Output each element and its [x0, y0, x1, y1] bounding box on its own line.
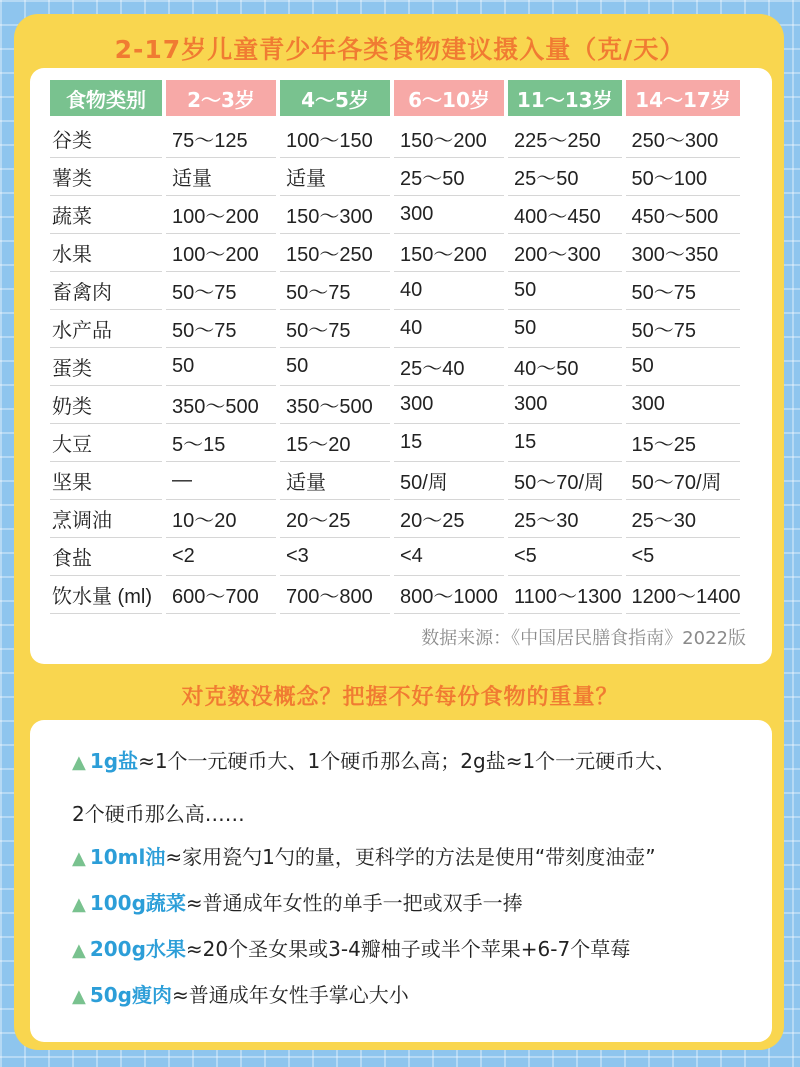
tip-item	[72, 748, 675, 776]
table-cell-value: 400～450	[508, 196, 622, 234]
table-cell-value: 15	[508, 424, 622, 462]
header-age-11-13: 11～13岁	[508, 80, 622, 116]
table-cell-value: 50～75	[166, 310, 276, 348]
table-cell-category: 蛋类	[50, 348, 162, 386]
table-cell-value: 15～25	[626, 424, 741, 462]
table-cell-value: 25～50	[394, 158, 504, 196]
table-cell-value: —	[166, 462, 276, 500]
table-cell-value: 100～200	[166, 234, 276, 272]
table-cell-value: 40	[394, 310, 504, 348]
table-cell-value: 50	[166, 348, 276, 386]
table-cell-value: 适量	[280, 158, 390, 196]
triangle-bullet-icon: ▲	[72, 848, 86, 869]
table-cell-value: 50/周	[394, 462, 504, 500]
intake-table	[46, 80, 744, 614]
tip-text: ≈家用瓷勺1勺的量，更科学的方法是使用“带刻度油壶”	[165, 845, 656, 869]
table-cell-value: 300	[508, 386, 622, 424]
table-cell-value: 150～200	[394, 234, 504, 272]
header-category: 食物类别	[50, 80, 162, 116]
tip-highlight: 200g水果	[89, 937, 186, 961]
table-cell-value: 50～75	[280, 310, 390, 348]
table-cell-value: 50～75	[626, 272, 741, 310]
tips-panel	[30, 720, 772, 1042]
tip-text: ≈20个圣女果或3-4瓣柚子或半个苹果+6-7个草莓	[185, 937, 631, 961]
table-cell-value: 50～100	[626, 158, 741, 196]
table-cell-value: 150～200	[394, 116, 504, 158]
table-row	[50, 116, 740, 158]
table-cell-value: 225～250	[508, 116, 622, 158]
tip-item	[72, 982, 409, 1010]
table-cell-value: 50	[280, 348, 390, 386]
table-row	[50, 348, 740, 386]
tip-text: ≈普通成年女性的单手一把或双手一捧	[185, 891, 523, 915]
tip-highlight: 100g蔬菜	[89, 891, 186, 915]
table-cell-category: 谷类	[50, 116, 162, 158]
table-row	[50, 386, 740, 424]
tip-continuation: 2个硬币那么高……	[72, 802, 245, 826]
table-cell-value: 300～350	[626, 234, 741, 272]
table-row	[50, 196, 740, 234]
table-panel	[30, 68, 772, 664]
table-cell-value: 300	[626, 386, 741, 424]
table-row	[50, 576, 740, 614]
tip-text: ≈1个一元硬币大、1个硬币那么高；2g盐≈1个一元硬币大、	[138, 749, 676, 773]
table-cell-value: <5	[508, 538, 622, 576]
table-cell-value: 20～25	[394, 500, 504, 538]
table-cell-value: 100～150	[280, 116, 390, 158]
table-cell-value: 25～30	[508, 500, 622, 538]
table-cell-value: 50	[508, 310, 622, 348]
table-cell-value: 50～75	[280, 272, 390, 310]
table-cell-value: 25～40	[394, 348, 504, 386]
table-cell-value: 100～200	[166, 196, 276, 234]
tip-item	[72, 936, 630, 964]
table-cell-value: 20～25	[280, 500, 390, 538]
table-cell-value: 25～30	[626, 500, 741, 538]
page-title: 2-17岁儿童青少年各类食物建议摄入量（克/天）	[114, 35, 686, 64]
table-row	[50, 538, 740, 576]
tip-item	[72, 890, 523, 918]
table-cell-value: 50～75	[166, 272, 276, 310]
table-cell-value: 15～20	[280, 424, 390, 462]
table-cell-value: 250～300	[626, 116, 741, 158]
table-cell-value: 50～70/周	[626, 462, 741, 500]
table-cell-value: <5	[626, 538, 741, 576]
table-cell-value: 600～700	[166, 576, 276, 614]
table-row	[50, 310, 740, 348]
table-cell-value: 200～300	[508, 234, 622, 272]
table-cell-value: 适量	[166, 158, 276, 196]
table-row	[50, 500, 740, 538]
section-subtitle: 对克数没概念？把握不好每份食物的重量？	[181, 685, 619, 710]
table-cell-category: 畜禽肉	[50, 272, 162, 310]
table-cell-value: 300	[394, 386, 504, 424]
table-cell-value: 1100～1300	[508, 576, 622, 614]
table-cell-value: 150～300	[280, 196, 390, 234]
tip-highlight: 1g盐	[89, 749, 139, 773]
table-cell-value: 300	[394, 196, 504, 234]
table-cell-value: 50～75	[626, 310, 741, 348]
table-cell-category: 食盐	[50, 538, 162, 576]
table-row	[50, 272, 740, 310]
table-cell-value: 10～20	[166, 500, 276, 538]
table-row	[50, 158, 740, 196]
triangle-bullet-icon: ▲	[72, 986, 86, 1007]
triangle-bullet-icon: ▲	[72, 940, 86, 961]
triangle-bullet-icon: ▲	[72, 752, 86, 773]
table-cell-value: 350～500	[280, 386, 390, 424]
table-cell-category: 奶类	[50, 386, 162, 424]
header-age-14-17: 14～17岁	[626, 80, 741, 116]
table-row	[50, 234, 740, 272]
header-age-6-10: 6～10岁	[394, 80, 504, 116]
table-cell-category: 烹调油	[50, 500, 162, 538]
tip-highlight: 10ml油	[89, 845, 166, 869]
table-cell-category: 饮水量 (ml)	[50, 576, 162, 614]
table-row	[50, 462, 740, 500]
tip-highlight: 50g瘦肉	[89, 983, 172, 1007]
table-cell-value: 700～800	[280, 576, 390, 614]
table-cell-value: 5～15	[166, 424, 276, 462]
table-cell-category: 大豆	[50, 424, 162, 462]
table-cell-value: <2	[166, 538, 276, 576]
table-cell-value: 800～1000	[394, 576, 504, 614]
table-cell-value: 40	[394, 272, 504, 310]
table-body	[50, 116, 740, 614]
data-source-note: 数据来源：《中国居民膳食指南》2022版	[421, 628, 746, 649]
table-cell-value: 1200～1400	[626, 576, 741, 614]
table-cell-value: 450～500	[626, 196, 741, 234]
table-cell-value: <4	[394, 538, 504, 576]
triangle-bullet-icon: ▲	[72, 894, 86, 915]
header-age-2-3: 2～3岁	[166, 80, 276, 116]
table-cell-category: 蔬菜	[50, 196, 162, 234]
table-cell-category: 水产品	[50, 310, 162, 348]
table-cell-value: 25～50	[508, 158, 622, 196]
table-cell-value: 350～500	[166, 386, 276, 424]
table-cell-category: 薯类	[50, 158, 162, 196]
table-cell-value: 50～70/周	[508, 462, 622, 500]
table-cell-category: 水果	[50, 234, 162, 272]
table-cell-value: 75～125	[166, 116, 276, 158]
table-row	[50, 424, 740, 462]
tip-text: ≈普通成年女性手掌心大小	[172, 983, 409, 1007]
table-cell-category: 坚果	[50, 462, 162, 500]
table-cell-value: 15	[394, 424, 504, 462]
table-cell-value: 150～250	[280, 234, 390, 272]
table-cell-value: 适量	[280, 462, 390, 500]
table-cell-value: 50	[626, 348, 741, 386]
table-cell-value: 40～50	[508, 348, 622, 386]
table-cell-value: <3	[280, 538, 390, 576]
table-cell-value: 50	[508, 272, 622, 310]
header-age-4-5: 4～5岁	[280, 80, 390, 116]
table-header-row	[50, 80, 740, 116]
tip-item	[72, 844, 656, 872]
